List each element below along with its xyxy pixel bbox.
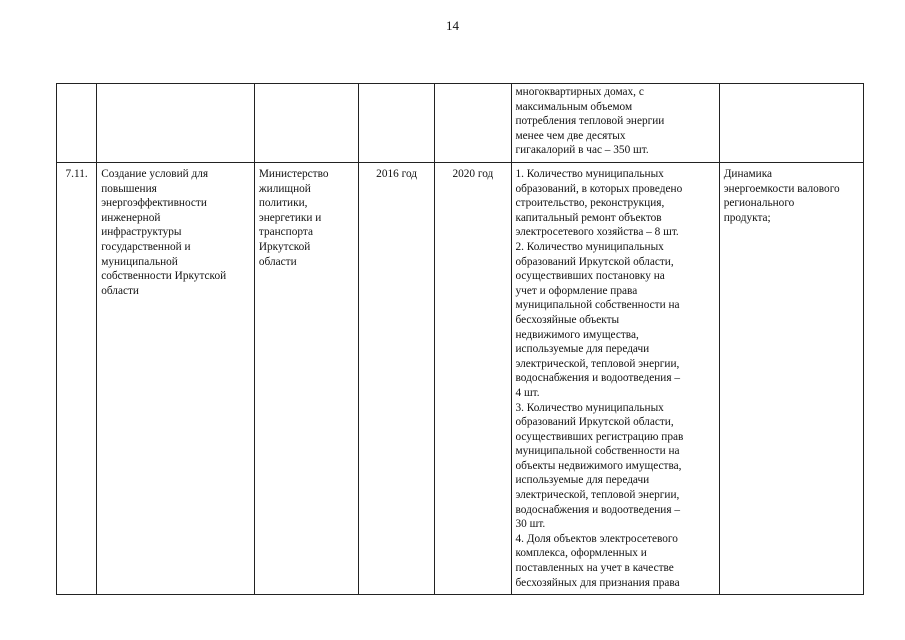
cell-number: 7.11. bbox=[57, 163, 97, 595]
table-row-continued bbox=[57, 84, 864, 163]
cell-start-empty bbox=[358, 84, 434, 163]
cell-start-year: 2016 год bbox=[358, 163, 434, 595]
cell-end-year: 2020 год bbox=[435, 163, 511, 595]
cell-end-empty bbox=[435, 84, 511, 163]
cell-indicators: 1. Количество муниципальных образований, в которых проведено строительство, реконструкция, капитальный ремонт объектов электросетевого хозяйства – 8 шт. 2. Количество муниципальных образований Иркутской области, осуществивших постановку на учет и оформление права муниципальной собственности на бесхозяйные объекты недвижимого имущества, используемые для передачи электрической, тепловой энергии, водоснабжения и водоотведения – 4 шт. 3. Количество муниципальных образований Иркутской области, осуществивших регистрацию прав муниципальной собственности на объекты недвижимого имущества, используемые для передачи электрической, тепловой энергии, водоснабжения и водоотведения – 30 шт. 4. Доля объектов электросетевого комплекса, оформленных и поставленных на учет в качестве бесхозяйных для признания права bbox=[511, 163, 719, 595]
cell-executor: Министерство жилищной политики, энергетики и транспорта Иркутской области bbox=[254, 163, 358, 595]
cell-indicator-continued: многоквартирных домах, с максимальным объемом потребления тепловой энергии менее чем две десятых гигакалорий в час – 350 шт. bbox=[511, 84, 719, 163]
cell-number-empty bbox=[57, 84, 97, 163]
page-number: 14 bbox=[446, 18, 459, 33]
table-row-7-11 bbox=[57, 163, 864, 595]
program-table bbox=[56, 83, 864, 595]
cell-result-empty bbox=[719, 84, 863, 163]
cell-executor-empty bbox=[254, 84, 358, 163]
cell-name: Создание условий для повышения энергоэффективности инженерной инфраструктуры государственной и муниципальной собственности Иркутской области bbox=[97, 163, 255, 595]
cell-name-empty bbox=[97, 84, 255, 163]
cell-result: Динамика энергоемкости валового регионального продукта; bbox=[719, 163, 863, 595]
